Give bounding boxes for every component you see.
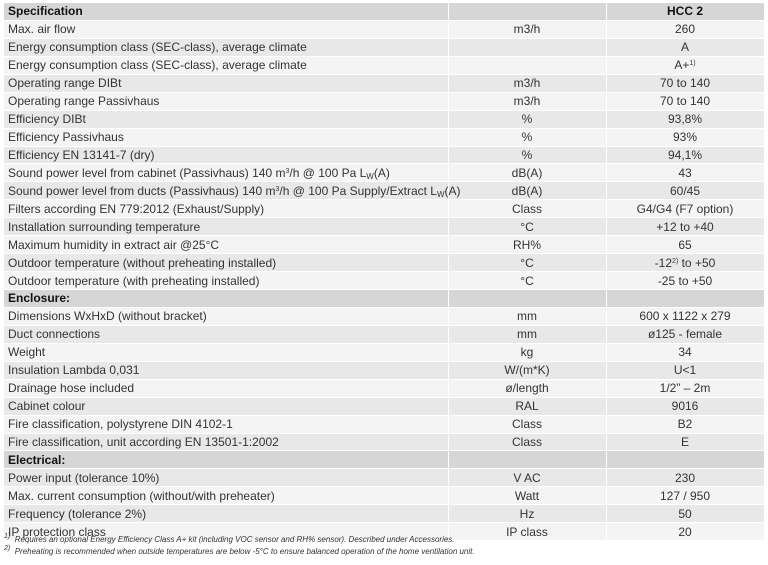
table-row [4, 56, 764, 74]
section-header-electrical [4, 451, 764, 469]
table-row [4, 200, 764, 218]
spec-unit: % [448, 110, 606, 128]
spec-value: 600 x 1122 x 279 [639, 309, 731, 324]
spec-label-cell [4, 236, 448, 254]
header-label: Specification [4, 3, 448, 20]
spec-value: 43 [678, 165, 692, 180]
spec-value-cell [606, 433, 764, 451]
spec-value-cell [606, 38, 764, 56]
spec-value-cell [606, 164, 764, 182]
spec-value-cell [606, 487, 764, 505]
spec-value-cell [606, 361, 764, 379]
section-value-cell [606, 451, 764, 469]
spec-label: Frequency (tolerance 2%) [8, 506, 147, 521]
spec-unit: Class [448, 433, 606, 451]
table-row [4, 379, 764, 397]
table-row [4, 74, 764, 92]
table-row [4, 236, 764, 254]
spec-value-cell [606, 146, 764, 164]
table-row [4, 38, 764, 56]
table-row [4, 307, 764, 325]
spec-unit: Class [448, 415, 606, 433]
spec-label-cell [4, 182, 461, 200]
footnote-text: Preheating is recommended when outside temperatures are below -5°C to ensure balanced operation of the home ventilation unit. [14, 547, 475, 556]
spec-value: -25 to +50 [657, 273, 713, 288]
spec-label-cell [4, 74, 448, 92]
spec-unit: mm [448, 325, 606, 343]
table-row [4, 182, 764, 200]
spec-unit: Watt [448, 487, 606, 505]
footnote-marker: 2) [4, 545, 11, 552]
spec-unit: m3/h [448, 20, 606, 38]
spec-label-cell [4, 56, 448, 74]
spec-unit [448, 38, 606, 56]
spec-label-cell [4, 110, 448, 128]
spec-label: Outdoor temperature (with preheating installed) [8, 273, 260, 288]
spec-label-cell [4, 38, 448, 56]
spec-label: Dimensions WxHxD (without bracket) [8, 309, 207, 324]
table-row [4, 487, 764, 505]
section-header-enclosure [4, 290, 764, 308]
spec-unit: kg [448, 343, 606, 361]
spec-value: 260 [674, 22, 696, 37]
spec-label: Efficiency EN 13141-7 (dry) [8, 147, 155, 162]
specification-table-body [4, 3, 764, 541]
table-row [4, 272, 764, 290]
spec-unit: °C [448, 272, 606, 290]
section-title: Electrical: [4, 451, 448, 469]
spec-label-cell [4, 200, 448, 218]
spec-value-cell [606, 469, 764, 487]
spec-unit: W/(m*K) [448, 361, 606, 379]
spec-label-cell [4, 325, 448, 343]
spec-label: Fire classification, unit according EN 13501-1:2002 [8, 434, 279, 449]
spec-value-cell [606, 20, 764, 38]
spec-value: B2 [677, 417, 693, 432]
spec-label-suffix: (A) [444, 183, 461, 198]
table-row [4, 128, 764, 146]
spec-value: ø125 - female [647, 327, 723, 342]
table-row [4, 397, 764, 415]
table-row [4, 469, 764, 487]
spec-label-cell [4, 505, 448, 523]
table-row [4, 254, 764, 272]
spec-label: IP protection class [8, 524, 106, 539]
spec-label: Max. current consumption (without/with preheater) [8, 488, 275, 503]
footnote-marker: 1) [4, 533, 11, 540]
spec-label-superscript: 3 [275, 185, 280, 193]
spec-label: Efficiency Passivhaus [8, 130, 124, 145]
spec-value-cell [606, 272, 764, 290]
table-row [4, 218, 764, 236]
spec-label-continued: /h @ 100 Pa L [289, 165, 367, 180]
spec-value: 230 [674, 470, 696, 485]
spec-value: 65 [678, 237, 692, 252]
spec-unit: °C [448, 218, 606, 236]
spec-value-cell [606, 307, 764, 325]
table-header-row [4, 3, 764, 20]
spec-value-cell [606, 379, 764, 397]
spec-value: U<1 [673, 363, 697, 378]
spec-label: Cabinet colour [8, 399, 86, 414]
spec-unit: RH% [448, 236, 606, 254]
section-title: Enclosure: [4, 290, 448, 308]
table-row [4, 146, 764, 164]
spec-value: 9016 [671, 399, 699, 414]
spec-unit [448, 56, 606, 74]
spec-label-cell [4, 415, 448, 433]
spec-label: Sound power level from ducts (Passivhaus) 140 m [8, 183, 276, 198]
spec-label-cell [4, 307, 448, 325]
spec-label-cell [4, 343, 448, 361]
spec-label-cell [4, 164, 448, 182]
spec-value-cell [606, 505, 764, 523]
spec-value: 60/45 [669, 183, 701, 198]
spec-value-cell [606, 218, 764, 236]
table-row [4, 361, 764, 379]
spec-unit: IP class [448, 523, 606, 541]
spec-label-subscript: W [436, 189, 445, 199]
spec-label-cell [4, 272, 448, 290]
spec-value: 1/2” – 2m [659, 381, 711, 396]
spec-label: Operating range DIBt [8, 76, 122, 91]
section-unit-cell [448, 451, 606, 469]
spec-value-cell [606, 74, 764, 92]
spec-value: 93% [672, 130, 698, 145]
section-value-cell [606, 290, 764, 308]
spec-label: Energy consumption class (SEC-class), average climate [8, 58, 307, 73]
spec-label-cell [4, 254, 448, 272]
spec-value-continued: to +50 [678, 255, 716, 270]
spec-value: -12 [654, 255, 673, 270]
spec-label: Installation surrounding temperature [8, 219, 201, 234]
spec-unit: % [448, 146, 606, 164]
spec-unit: Hz [448, 505, 606, 523]
spec-value: 94,1% [667, 147, 703, 162]
header-unit [448, 3, 606, 20]
spec-value-cell [606, 415, 764, 433]
spec-label-cell [4, 397, 448, 415]
table-row [4, 505, 764, 523]
spec-unit: °C [448, 254, 606, 272]
table-row [4, 415, 764, 433]
table-row [4, 164, 764, 182]
spec-unit: m3/h [448, 92, 606, 110]
spec-label: Filters according EN 779:2012 (Exhaust/Supply) [8, 201, 265, 216]
spec-label-cell [4, 361, 448, 379]
spec-label-superscript: 3 [285, 167, 290, 175]
spec-label-suffix: (A) [373, 165, 390, 180]
spec-label: Sound power level from cabinet (Passivhaus) 140 m [8, 165, 286, 180]
spec-label: Fire classification, polystyrene DIN 4102-1 [8, 417, 233, 432]
spec-value-cell [606, 200, 764, 218]
spec-value-superscript: 1) [689, 60, 696, 68]
spec-value-cell [606, 128, 764, 146]
spec-value: 34 [678, 345, 692, 360]
spec-value: E [680, 434, 689, 449]
spec-label: Maximum humidity in extract air @25°C [8, 237, 220, 252]
spec-unit: V AC [448, 469, 606, 487]
spec-unit: RAL [448, 397, 606, 415]
spec-label: Efficiency DIBt [8, 112, 86, 127]
spec-label-cell [4, 379, 448, 397]
spec-value: 70 to 140 [659, 94, 711, 109]
spec-value: +12 to +40 [656, 219, 714, 234]
header-model: HCC 2 [606, 3, 764, 20]
spec-label-cell [4, 487, 448, 505]
footnote-text: Requires an optional Energy Efficiency Class A+ kit (including VOC sensor and RH% sensor). Described under Accessories. [14, 535, 455, 544]
spec-unit: dB(A) [448, 182, 606, 200]
spec-label-cell [4, 433, 448, 451]
spec-value: 127 / 950 [659, 488, 711, 503]
spec-label: Power input (tolerance 10%) [8, 470, 160, 485]
spec-label: Outdoor temperature (without preheating installed) [8, 255, 277, 270]
spec-value-cell [606, 236, 764, 254]
footnotes [4, 534, 764, 558]
spec-value-cell [606, 254, 764, 272]
spec-unit: dB(A) [448, 164, 606, 182]
spec-label-cell [4, 469, 448, 487]
spec-value-cell [606, 92, 764, 110]
spec-value-superscript: 2) [672, 257, 679, 265]
spec-value: 93,8% [667, 112, 703, 127]
spec-label-continued: /h @ 100 Pa Supply/Extract L [279, 183, 437, 198]
spec-unit: m3/h [448, 74, 606, 92]
spec-value-cell [606, 56, 764, 74]
spec-label: Operating range Passivhaus [8, 94, 160, 109]
spec-unit: mm [448, 307, 606, 325]
footnote-1 [4, 534, 764, 546]
specification-table [4, 3, 765, 541]
spec-label-cell [4, 92, 448, 110]
spec-value-cell [606, 397, 764, 415]
spec-value: A+ [674, 58, 690, 73]
spec-label-cell [4, 20, 448, 38]
spec-label-cell [4, 218, 448, 236]
spec-label: Energy consumption class (SEC-class), average climate [8, 40, 307, 55]
table-row [4, 92, 764, 110]
spec-value: 20 [678, 524, 692, 539]
spec-label: Drainage hose included [8, 381, 135, 396]
spec-label: Duct connections [8, 327, 101, 342]
table-row [4, 325, 764, 343]
table-row [4, 433, 764, 451]
spec-value: G4/G4 (F7 option) [636, 201, 734, 216]
spec-unit: ø/length [448, 379, 606, 397]
table-row [4, 343, 764, 361]
spec-unit: Class [448, 200, 606, 218]
spec-value: 50 [678, 506, 692, 521]
spec-value-cell [606, 182, 764, 200]
spec-value-cell [606, 110, 764, 128]
spec-unit: % [448, 128, 606, 146]
spec-label: Insulation Lambda 0,031 [8, 363, 140, 378]
spec-label-subscript: W [366, 171, 374, 181]
spec-label-cell [4, 146, 448, 164]
section-unit-cell [448, 290, 606, 308]
table-row [4, 110, 764, 128]
spec-value: 70 to 140 [659, 76, 711, 91]
spec-value: A [680, 40, 689, 55]
table-row [4, 20, 764, 38]
footnote-2 [4, 546, 764, 558]
spec-label: Max. air flow [8, 22, 76, 37]
spec-label: Weight [8, 345, 46, 360]
spec-value-cell [606, 343, 764, 361]
spec-label-cell [4, 128, 448, 146]
spec-value-cell [606, 325, 764, 343]
